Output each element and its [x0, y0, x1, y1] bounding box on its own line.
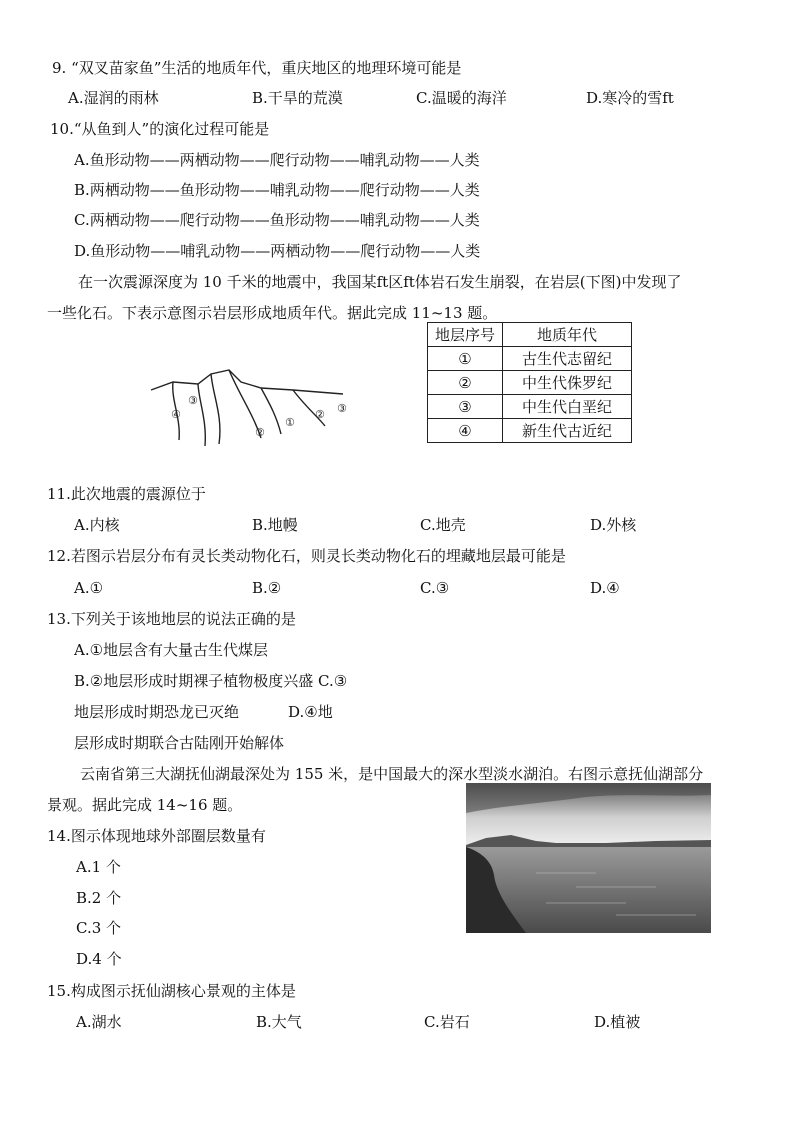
table-cell: 中生代白垩纪 — [503, 395, 632, 419]
strata-age-table — [427, 322, 632, 443]
question-9-option-d[interactable]: D.寒冷的雪ft — [586, 89, 674, 107]
table-header-cell: 地层序号 — [428, 323, 503, 347]
table-row — [428, 371, 632, 395]
question-13-option-b[interactable]: B.②地层形成时期裸子植物极度兴盛 C.③ — [74, 672, 348, 690]
question-10-option-b[interactable]: B.两栖动物——鱼形动物——哺乳动物——爬行动物——人类 — [74, 181, 480, 199]
table-row — [428, 347, 632, 371]
question-10-option-c[interactable]: C.两栖动物——爬行动物——鱼形动物——哺乳动物——人类 — [74, 211, 480, 229]
question-15-option-c[interactable]: C.岩石 — [424, 1013, 470, 1031]
table-cell: 古生代志留纪 — [503, 347, 632, 371]
stratum-boundary — [211, 374, 220, 444]
question-10-option-a[interactable]: A.鱼形动物——两栖动物——爬行动物——哺乳动物——人类 — [74, 151, 480, 169]
question-15-stem: 15.构成图示抚仙湖核心景观的主体是 — [47, 982, 296, 1000]
question-14-stem: 14.图示体现地球外部圈层数量有 — [47, 827, 266, 845]
question-10-stem: 10.“从鱼到人”的演化过程可能是 — [50, 120, 270, 138]
passage-lake-line-2: 景观。据此完成 14~16 题。 — [47, 796, 243, 814]
question-15-option-d[interactable]: D.植被 — [594, 1013, 641, 1031]
question-12-option-d[interactable]: D.④ — [590, 579, 620, 597]
stratum-label: ② — [255, 426, 265, 439]
question-11-option-c[interactable]: C.地壳 — [420, 516, 466, 534]
question-12-option-c[interactable]: C.③ — [420, 579, 450, 597]
question-11-option-d[interactable]: D.外核 — [590, 516, 637, 534]
table-row — [428, 395, 632, 419]
passage-earthquake-line-1: 在一次震源深度为 10 千米的地震中，我国某ft区ft体岩石发生崩裂，在岩层(下图)中发现了 — [78, 273, 682, 291]
table-header-row — [428, 323, 632, 347]
question-14-option-a[interactable]: A.1 个 — [76, 858, 121, 876]
question-15-option-b[interactable]: B.大气 — [256, 1013, 302, 1031]
question-13-option-c[interactable]: 地层形成时期恐龙已灭绝 — [74, 703, 240, 721]
question-13-option-d[interactable]: D.④地 — [288, 703, 333, 721]
question-12-option-a[interactable]: A.① — [74, 579, 104, 597]
question-9-option-a[interactable]: A.湿润的雨林 — [68, 89, 159, 107]
question-15-option-a[interactable]: A.湖水 — [76, 1013, 122, 1031]
question-12-option-b[interactable]: B.② — [252, 579, 282, 597]
stratum-label: ③ — [337, 402, 347, 415]
table-cell: ③ — [428, 395, 503, 419]
question-14-option-d[interactable]: D.4 个 — [76, 950, 122, 968]
question-13-option-d-continued: 层形成时期联合古陆刚开始解体 — [74, 734, 285, 752]
passage-earthquake-line-2: 一些化石。下表示意图示岩层形成地质年代。据此完成 11~13 题。 — [47, 304, 498, 322]
question-10-option-d[interactable]: D.鱼形动物——哺乳动物——两栖动物——爬行动物——人类 — [74, 242, 481, 260]
question-9-stem: 9. “双叉苗家鱼”生活的地质年代，重庆地区的地理环境可能是 — [52, 59, 462, 77]
table-row — [428, 419, 632, 443]
question-13-option-a[interactable]: A.①地层含有大量古生代煤层 — [74, 641, 269, 659]
fuxian-lake-photo — [466, 783, 711, 933]
question-14-option-b[interactable]: B.2 个 — [76, 889, 122, 907]
table-header-cell: 地质年代 — [503, 323, 632, 347]
question-9-option-b[interactable]: B.干旱的荒漠 — [252, 89, 343, 107]
question-11-option-b[interactable]: B.地幔 — [252, 516, 298, 534]
stratum-label: ① — [285, 416, 295, 429]
surface-outline — [151, 370, 343, 394]
question-11-stem: 11.此次地震的震源位于 — [47, 485, 206, 503]
passage-lake-line-1: 云南省第三大湖抚仙湖最深处为 155 米，是中国最大的深水型淡水湖泊。右图示意抚仙湖部分 — [80, 765, 704, 783]
rock-strata-diagram — [143, 360, 358, 450]
table-cell: 中生代侏罗纪 — [503, 371, 632, 395]
question-11-option-a[interactable]: A.内核 — [74, 516, 120, 534]
question-14-option-c[interactable]: C.3 个 — [76, 919, 122, 937]
table-cell: ④ — [428, 419, 503, 443]
question-9-option-c[interactable]: C.温暖的海洋 — [416, 89, 507, 107]
stratum-boundary — [198, 384, 205, 446]
stratum-label: ④ — [171, 408, 181, 421]
table-cell: 新生代古近纪 — [503, 419, 632, 443]
stratum-label: ③ — [188, 394, 198, 407]
table-cell: ② — [428, 371, 503, 395]
stratum-label: ② — [315, 408, 325, 421]
table-cell: ① — [428, 347, 503, 371]
question-13-stem: 13.下列关于该地地层的说法正确的是 — [47, 610, 296, 628]
question-12-stem: 12.若图示岩层分布有灵长类动物化石，则灵长类动物化石的埋藏地层最可能是 — [47, 547, 566, 565]
